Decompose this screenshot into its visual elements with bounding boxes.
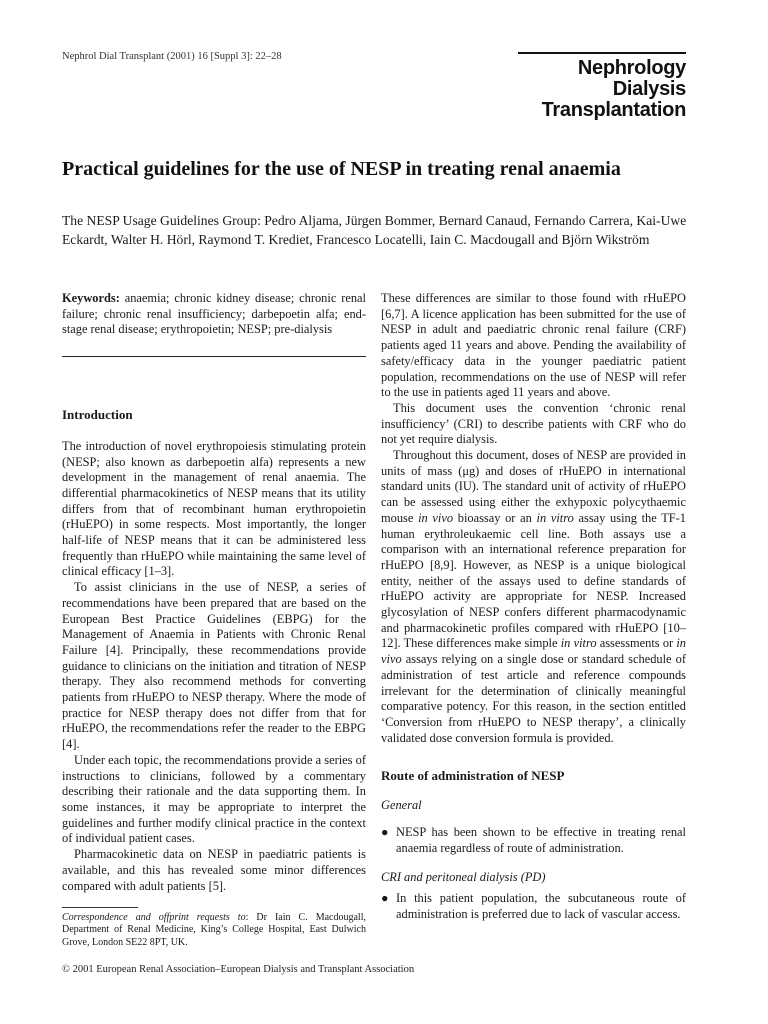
article-title: Practical guidelines for the use of NESP in treating renal anaemia bbox=[62, 158, 621, 180]
correspondence-footnote bbox=[62, 912, 366, 949]
text-run: bioassay or an bbox=[453, 510, 537, 525]
footnote-label: Correspondence and offprint requests to bbox=[62, 912, 246, 923]
cri-subheading: CRI and peritoneal dialysis (PD) bbox=[381, 870, 546, 885]
bullet-item bbox=[381, 825, 686, 856]
bullet-text: In this patient population, the subcutaneous route of administration is preferred due to lack of vascular access. bbox=[396, 890, 686, 921]
italic-run: in vitro bbox=[560, 636, 597, 651]
keywords-divider bbox=[62, 356, 366, 357]
text-run: assays relying on a single dose or standard schedule of administration of test article and reference compounds irrelevant for the determination of clinically meaningful comparative potency. For this reason, in the section entitled ‘Conversion from rHuEPO to NESP therapy’, a clinically validated dose conversion formula is provided. bbox=[381, 652, 686, 745]
journal-logo-line: Dialysis bbox=[612, 78, 686, 100]
intro-paragraph: Under each topic, the recommendations provide a series of instructions to clinicians, followed by a commentary describing their rationale and the data supporting them. In some instances, it may be appropriate to interpret the guidelines and further modify clinical practice in the context of individual patient cases. bbox=[62, 752, 366, 846]
author-list: The NESP Usage Guidelines Group: Pedro Aljama, Jürgen Bommer, Bernard Canaud, Fernando Carrera, Kai-Uwe Eckardt, Walter H. Hörl, Raymond T. Krediet, Francesco Locatelli, Iain C. Macdougall and Björn Wikström bbox=[62, 213, 687, 247]
intro-paragraph: The introduction of novel erythropoiesis stimulating protein (NESP; also known as darbepoetin alfa) represents a new development in the management of renal anaemia. The differential pharmacokinetics of NESP means that its utility differs from that of recombinant human erythropoietin (rHuEPO) in some respects. Most importantly, the longer half-life of NESP means that it can be administered less frequently than rHuEPO while maintaining the same level of clinical efficacy [1–3]. bbox=[62, 438, 366, 579]
route-heading: Route of administration of NESP bbox=[381, 768, 565, 784]
italic-run: in vivo bbox=[381, 636, 686, 667]
text-run: Throughout this document, doses of NESP are provided in units of mass (μg) and doses of rHuEPO in international standard units (IU). The standard unit of activity of rHuEPO can be assessed using either the exhypoxic polycythaemic mouse bbox=[381, 448, 686, 525]
copyright-notice: © 2001 European Renal Association–European Dialysis and Transplant Association bbox=[62, 964, 415, 975]
introduction-heading: Introduction bbox=[62, 407, 133, 423]
intro-paragraph: To assist clinicians in the use of NESP, a series of recommendations have been prepared that are based on the European Best Practice Guidelines (EBPG) for the Management of Anaemia in Patients with Chronic Renal Failure [4]. Principally, these recommendations provide guidance to clinicians on the initiation and titration of NESP therapy. They also recommend methods for converting patients from rHuEPO to NESP therapy. Where the mode of practice for NESP therapy does not differ from that for rHuEPO, the recommendations refer the reader to the EBPG [4]. bbox=[62, 580, 366, 752]
intro-paragraph: Pharmacokinetic data on NESP in paediatric patients is available, and this has revealed some minor differences compared with adult patients [5]. bbox=[62, 847, 366, 893]
journal-logo bbox=[518, 52, 686, 121]
bullet-text: NESP has been shown to be effective in treating renal anaemia regardless of route of administration. bbox=[396, 824, 686, 855]
footnote-text: : Dr Iain C. Macdougall, Department of Renal Medicine, King’s College Hospital, East Dulwich Grove, London SE22 8PT, UK. bbox=[62, 912, 366, 948]
general-subheading: General bbox=[381, 798, 422, 813]
text-run: assessments or bbox=[596, 636, 677, 651]
journal-citation: Nephrol Dial Transplant (2001) 16 [Suppl 3]: 22–28 bbox=[62, 51, 282, 62]
journal-logo-line: Transplantation bbox=[541, 99, 686, 121]
right-column bbox=[381, 291, 686, 922]
italic-run: in vitro bbox=[536, 510, 574, 525]
keywords-text: anaemia; chronic kidney disease; chronic renal failure; chronic renal insufficiency; darbepoetin alfa; end-stage renal disease; erythropoietin; NESP; pre-dialysis bbox=[62, 291, 366, 337]
footnote-divider bbox=[62, 907, 138, 908]
bullet-item bbox=[381, 891, 686, 922]
body-paragraph bbox=[381, 448, 686, 746]
italic-run: in vivo bbox=[418, 510, 454, 525]
text-run: assay using the TF-1 human erythroleukaemic cell line. Both assays use a comparison with an international reference preparation for rHuEPO [8,9]. However, as NESP is a unique biological entity, neither of the assays used to define standards of rHuEPO activity are appropriate for NESP. Increased glycosylation of NESP confers different pharmacodynamic and pharmacokinetic profiles compared with rHuEPO [10–12]. These differences make simple bbox=[381, 510, 686, 651]
journal-logo-line: Nephrology bbox=[577, 57, 686, 79]
bullet-marker: ● bbox=[381, 824, 389, 839]
body-paragraph: These differences are similar to those found with rHuEPO [6,7]. A licence application has been submitted for the use of NESP in adult and paediatric chronic renal failure (CRF) patients aged 11 years and above. Pending the availability of safety/efficacy data in the younger paediatric patient population, recommendations on the use of NESP will refer to the use in patients aged 11 years and above. bbox=[381, 291, 686, 400]
keywords-label: Keywords: bbox=[62, 291, 120, 305]
body-paragraph: This document uses the convention ‘chronic renal insufficiency’ (CRI) to describe patients with CRF who do not yet require dialysis. bbox=[381, 400, 686, 447]
left-column bbox=[62, 291, 366, 894]
bullet-marker: ● bbox=[381, 890, 389, 905]
keywords bbox=[62, 291, 366, 338]
